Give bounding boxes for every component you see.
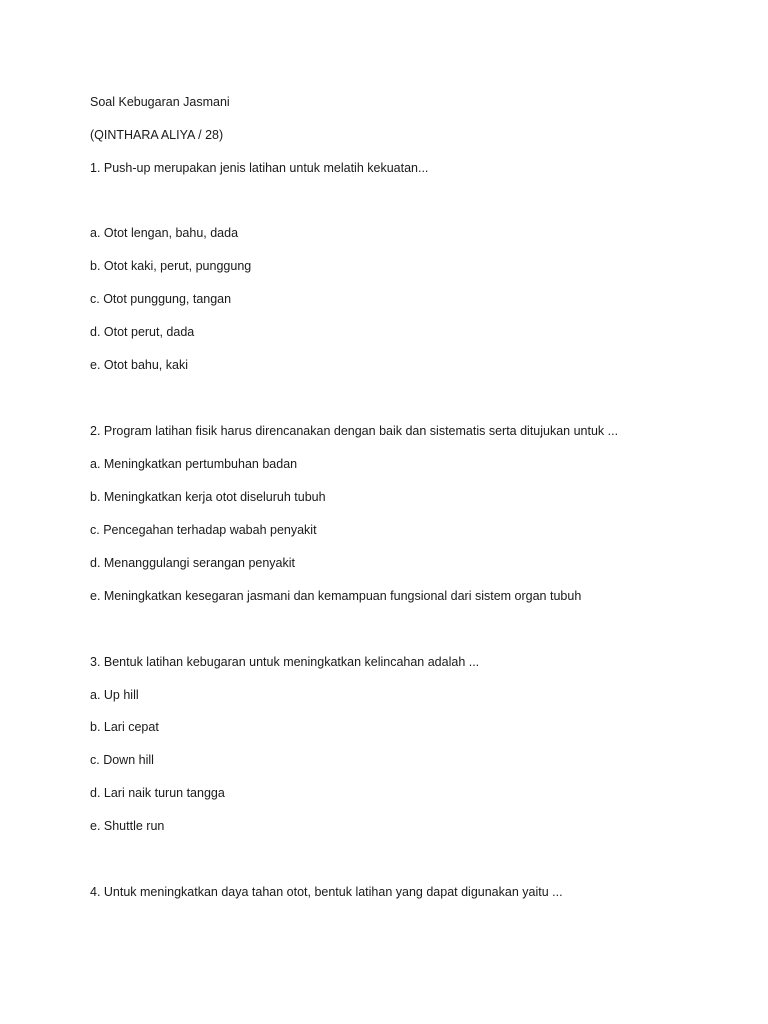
question-1-option-b: b. Otot kaki, perut, punggung bbox=[90, 259, 252, 273]
question-2-option-e: e. Meningkatkan kesegaran jasmani dan kemampuan fungsional dari sistem organ tubuh bbox=[90, 589, 582, 603]
question-1-option-a: a. Otot lengan, bahu, dada bbox=[90, 226, 239, 240]
question-3-option-a: a. Up hill bbox=[90, 688, 139, 702]
question-3-option-b: b. Lari cepat bbox=[90, 720, 159, 734]
question-2-text: 2. Program latihan fisik harus direncanakan dengan baik dan sistematis serta ditujukan untuk ... bbox=[90, 424, 619, 438]
question-1-option-d: d. Otot perut, dada bbox=[90, 325, 195, 339]
question-1-text: 1. Push-up merupakan jenis latihan untuk melatih kekuatan... bbox=[90, 161, 429, 175]
question-2-option-b: b. Meningkatkan kerja otot diseluruh tubuh bbox=[90, 490, 326, 504]
question-1-option-e: e. Otot bahu, kaki bbox=[90, 358, 188, 372]
document-title: Soal Kebugaran Jasmani bbox=[90, 95, 230, 109]
question-4-text: 4. Untuk meningkatkan daya tahan otot, bentuk latihan yang dapat digunakan yaitu ... bbox=[90, 885, 563, 899]
question-1-option-c: c. Otot punggung, tangan bbox=[90, 292, 232, 306]
question-3-text: 3. Bentuk latihan kebugaran untuk meningkatkan kelincahan adalah ... bbox=[90, 655, 480, 669]
question-3-option-e: e. Shuttle run bbox=[90, 819, 165, 833]
question-2-option-a: a. Meningkatkan pertumbuhan badan bbox=[90, 457, 298, 471]
document-author: (QINTHARA ALIYA / 28) bbox=[90, 128, 224, 142]
question-3-option-d: d. Lari naik turun tangga bbox=[90, 786, 225, 800]
question-3-option-c: c. Down hill bbox=[90, 753, 154, 767]
question-2-option-d: d. Menanggulangi serangan penyakit bbox=[90, 556, 296, 570]
question-2-option-c: c. Pencegahan terhadap wabah penyakit bbox=[90, 523, 317, 537]
